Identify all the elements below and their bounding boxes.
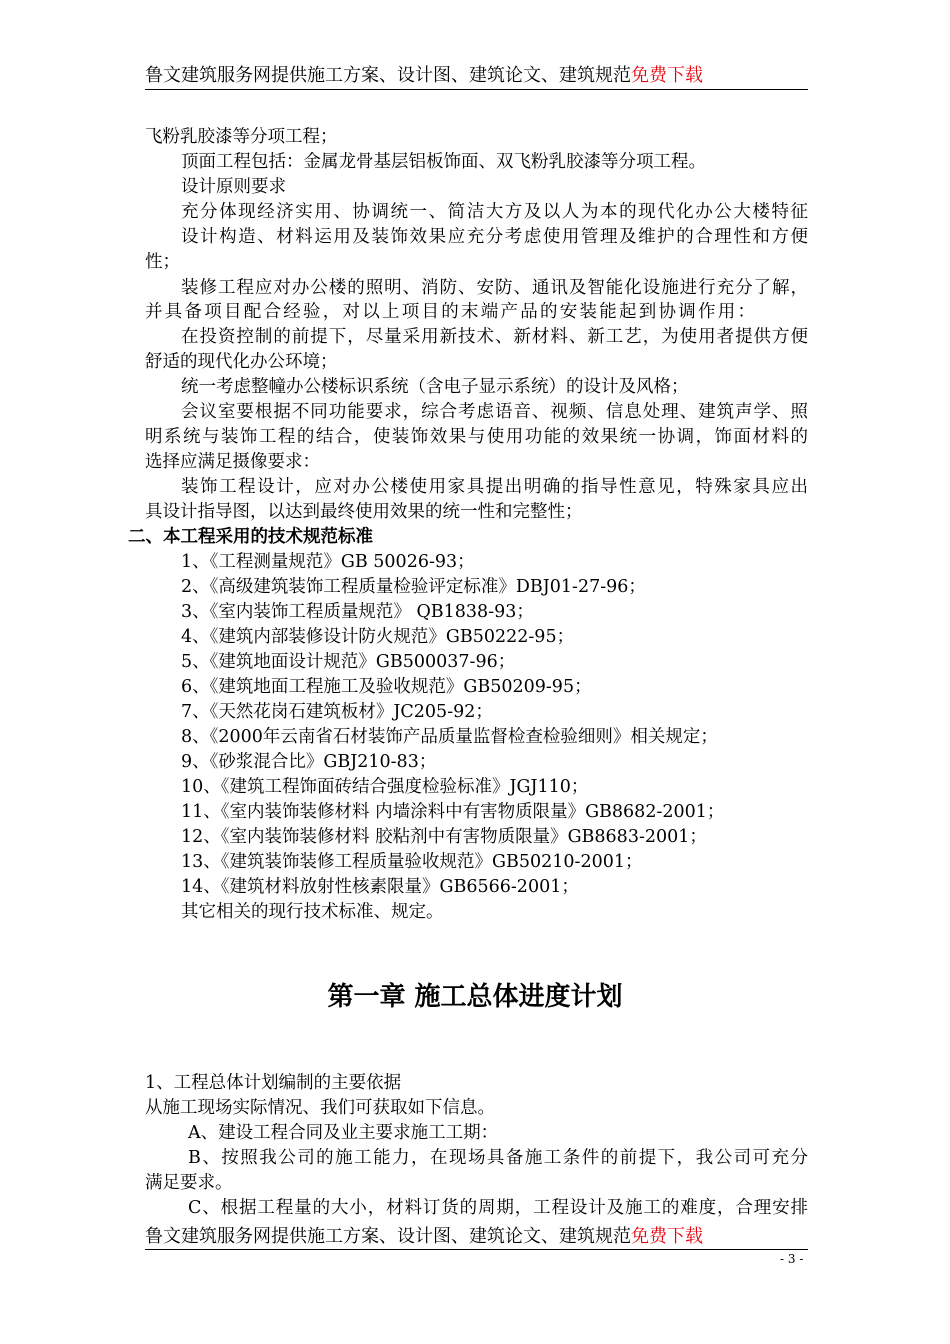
list-item: 11、《室内装饰装修材料 内墙涂料中有害物质限量》GB8682-2001； bbox=[181, 802, 725, 822]
list-item: 其它相关的现行技术标准、规定。 bbox=[181, 902, 444, 922]
paragraph-line: 具设计指导图，以达到最终使用效果的统一性和完整性； bbox=[145, 502, 583, 522]
paragraph-line: 顶面工程包括：金属龙骨基层铝板饰面、双飞粉乳胶漆等分项工程。 bbox=[181, 152, 706, 172]
list-item: 12、《室内装饰装修材料 胶粘剂中有害物质限量》GB8683-2001； bbox=[181, 827, 707, 847]
list-item: 7、《天然花岗石建筑板材》JC205-92； bbox=[181, 702, 493, 722]
paragraph-line: 设计构造、材料运用及装饰效果应充分考虑使用管理及维护的合理性和方便 bbox=[181, 227, 808, 247]
list-item: 4、《建筑内部装修设计防火规范》GB50222-95； bbox=[181, 627, 575, 647]
header-text: 鲁文建筑服务网提供施工方案、设计图、建筑论文、建筑规范 bbox=[145, 65, 631, 86]
paragraph-line: 统一考虑整幢办公楼标识系统（含电子显示系统）的设计及风格； bbox=[181, 377, 689, 397]
list-item: 1、《工程测量规范》GB 50026-93； bbox=[181, 552, 475, 572]
paragraph-line: 会议室要根据不同功能要求，综合考虑语音、视频、信息处理、建筑声学、照 bbox=[181, 402, 808, 422]
list-item: 14、《建筑材料放射性核素限量》GB6566-2001； bbox=[181, 877, 579, 897]
header-rule bbox=[145, 89, 808, 90]
list-item: 13、《建筑装饰装修工程质量验收规范》GB50210-2001； bbox=[181, 852, 643, 872]
paragraph-line: 装修工程应对办公楼的照明、消防、安防、通讯及智能化设施进行充分了解， bbox=[181, 278, 808, 298]
paragraph-line: 并具备项目配合经验，对以上项目的末端产品的安装能起到协调作用： bbox=[145, 302, 755, 322]
list-item: 9、《砂浆混合比》GBJ210-83； bbox=[181, 752, 437, 772]
page-header bbox=[145, 64, 703, 88]
header-free-download: 免费下载 bbox=[631, 65, 703, 86]
footer-rule bbox=[145, 1249, 808, 1250]
list-item: 10、《建筑工程饰面砖结合强度检验标准》JGJ110； bbox=[181, 777, 589, 797]
section-title: 二、本工程采用的技术规范标准 bbox=[128, 527, 373, 547]
chapter-line: 1、工程总体计划编制的主要依据 bbox=[145, 1073, 402, 1093]
chapter-line: B、按照我公司的施工能力，在现场具备施工条件的前提下，我公司可充分 bbox=[188, 1148, 808, 1168]
chapter-line: C、根据工程量的大小，材料订货的周期，工程设计及施工的难度，合理安排 bbox=[188, 1198, 808, 1218]
chapter-line: 满足要求。 bbox=[145, 1173, 233, 1193]
paragraph-line: 充分体现经济实用、协调统一、简洁大方及以人为本的现代化办公大楼特征 bbox=[181, 202, 808, 222]
paragraph-line: 在投资控制的前提下，尽量采用新技术、新材料、新工艺，为使用者提供方便 bbox=[181, 327, 808, 347]
list-item: 5、《建筑地面设计规范》GB500037-96； bbox=[181, 652, 516, 672]
paragraph-line: 飞粉乳胶漆等分项工程； bbox=[145, 127, 338, 147]
paragraph-line: 明系统与装饰工程的结合，使装饰效果与使用功能的效果统一协调，饰面材料的 bbox=[145, 427, 808, 447]
list-item: 8、《2000年云南省石材装饰产品质量监督检查检验细则》相关规定； bbox=[181, 727, 718, 747]
page-number: - 3 - bbox=[780, 1252, 804, 1266]
footer-free-download: 免费下载 bbox=[631, 1226, 703, 1247]
list-item: 6、《建筑地面工程施工及验收规范》GB50209-95； bbox=[181, 677, 592, 697]
paragraph-line: 设计原则要求 bbox=[181, 177, 286, 197]
paragraph-line: 装饰工程设计，应对办公楼使用家具提出明确的指导性意见，特殊家具应出 bbox=[181, 477, 808, 497]
chapter-line: A、建设工程合同及业主要求施工工期： bbox=[188, 1123, 499, 1143]
page-footer bbox=[145, 1225, 703, 1249]
list-item: 3、《室内装饰工程质量规范》 QB1838-93； bbox=[181, 602, 534, 622]
paragraph-line: 性； bbox=[145, 252, 180, 272]
chapter-title: 第一章 施工总体进度计划 bbox=[327, 982, 623, 1012]
chapter-line: 从施工现场实际情况、我们可获取如下信息。 bbox=[145, 1098, 495, 1118]
paragraph-line: 选择应满足摄像要求： bbox=[145, 452, 320, 472]
list-item: 2、《高级建筑装饰工程质量检验评定标准》DBJ01-27-96； bbox=[181, 577, 646, 597]
paragraph-line: 舒适的现代化办公环境； bbox=[145, 352, 338, 372]
footer-text: 鲁文建筑服务网提供施工方案、设计图、建筑论文、建筑规范 bbox=[145, 1226, 631, 1247]
